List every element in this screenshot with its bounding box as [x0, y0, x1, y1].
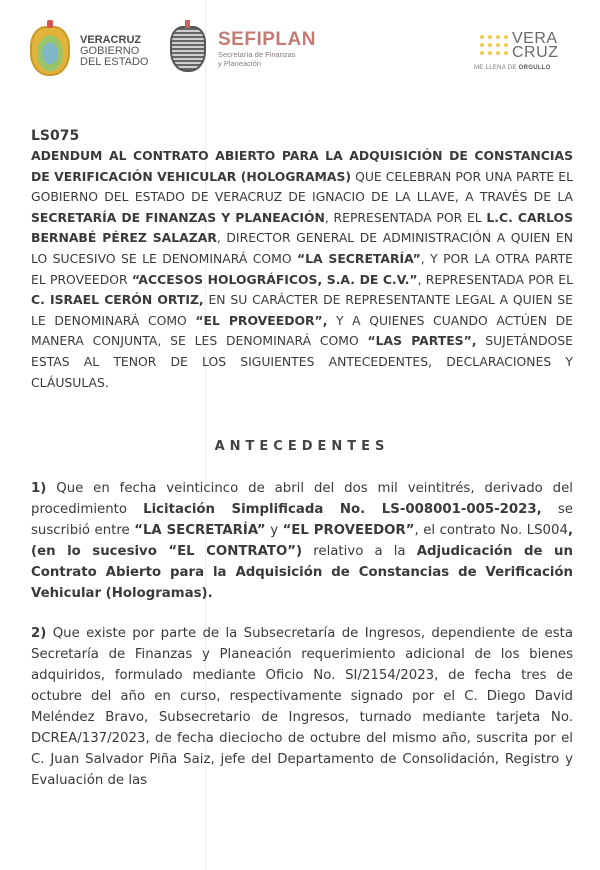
intro-text: EN SU CARÁCTER DE REPRESENTANTE LEGAL A QUIEN SE LE DENOMINARÁ COMO: [31, 292, 573, 328]
item-bold: “EL PROVEEDOR”: [282, 523, 415, 539]
coat-of-arms-icon: [30, 26, 70, 76]
item-text: Que existe por parte de la Subsecretaría de Ingresos, dependiente de esta Secretaría de Finanzas y Planeación requerimiento adicional de los bienes adquiridos, formulado mediante Oficio No. SI/2154/2023, de fecha tres de octubre del año en curso, respectivamente signado por el C. Diego David Meléndez Bravo, Subsecretario de Ingresos, turnado mediante tarjeta No. DCREA/137/2023, de fecha dieciocho de octubre del mismo año, suscrita por el C. Juan Salvador Piña Saiz, jefe del Departamento de Consolidación, Registro y Evaluación de las: [31, 626, 573, 789]
antecedente-2: [31, 623, 573, 791]
item-bold: , (en lo sucesivo “EL CONTRATO”): [31, 523, 573, 560]
veracruz-pattern-icon: [478, 33, 508, 59]
item-text: se suscribió entre: [31, 502, 573, 539]
document-code: LS075: [31, 128, 80, 144]
intro-bold: L.C. CARLOS BERNABÉ PÉREZ SALAZAR: [31, 209, 574, 246]
intro-paragraph: [31, 146, 573, 393]
item-bold: Adjudicación de un Contrato Abierto para la Adquisición de Constancias de Verificación Vehicular (Hologramas).: [31, 544, 573, 602]
logo-sefiplan: [170, 26, 316, 72]
item-text: relativo a la: [302, 544, 417, 560]
intro-text: , REPRESENTADA POR EL: [324, 209, 487, 225]
document-title: ADENDUM AL CONTRATO ABIERTO PARA LA ADQUISICIÓN DE CONSTANCIAS DE VERIFICACIÓN VEHICULAR (HOLOGRAMAS): [31, 148, 573, 184]
document-body: [31, 126, 573, 810]
intro-bold: SECRETARÍA DE FINANZAS Y PLANEACIÓN: [31, 209, 325, 225]
logo-gobierno-line2: GOBIERNO: [80, 44, 140, 57]
item-number: 2): [31, 626, 47, 642]
intro-text: QUE CELEBRAN POR UNA PARTE EL GOBIERNO DEL ESTADO DE VERACRUZ DE IGNACIO DE LA LLAVE, A TRAVÉS DE LA: [31, 168, 573, 205]
veracruz-word-1: VERA: [512, 30, 558, 47]
intro-bold: C. ISRAEL CERÓN ORTIZ,: [31, 292, 204, 308]
logo-gobierno-line1: VERACRUZ: [80, 33, 142, 46]
intro-text: SUJETÁNDOSE ESTAS AL TENOR DE LOS SIGUIENTES ANTECEDENTES, DECLARACIONES Y CLÁUSULAS.: [31, 333, 574, 390]
item-text: Que en fecha veinticinco de abril del dos mil veintitrés, derivado del procedimiento: [31, 481, 573, 518]
sefiplan-title: SEFIPLAN: [218, 29, 316, 50]
sefiplan-shield-icon: [170, 26, 206, 72]
tagline-prefix: ME LLENA DE: [474, 65, 519, 71]
intro-text: , DIRECTOR GENERAL DE ADMINISTRACIÓN A QUIEN EN LO SUCESIVO SE LE DENOMINARÁ COMO: [31, 230, 574, 266]
intro-bold: “EL PROVEEDOR”,: [195, 312, 328, 328]
intro-text: Y A QUIENES CUANDO ACTÚEN DE MANERA CONJUNTA, SE LES DENOMINARÁ COMO: [31, 312, 573, 349]
item-bold: Licitación Simplificada No. LS-008001-005-2023,: [143, 502, 542, 518]
item-bold: “LA SECRETARÍA”: [134, 523, 266, 539]
letterhead: [0, 24, 600, 84]
antecedente-1: [31, 478, 573, 604]
section-heading: ANTECEDENTES: [214, 439, 390, 455]
logo-veracruz-brand: [474, 30, 559, 71]
intro-text: , Y POR LA OTRA PARTE EL PROVEEDOR: [31, 250, 573, 287]
intro-text: , REPRESENTADA POR EL: [417, 271, 573, 287]
intro-bold: “ACCESOS HOLOGRÁFICOS, S.A. DE C.V.”: [131, 271, 418, 287]
logo-gobierno-line3: DEL ESTADO: [80, 55, 149, 68]
tagline-bold: ORGULLO: [518, 65, 551, 71]
veracruz-tagline: [474, 65, 558, 71]
item-number: 1): [31, 481, 47, 497]
item-text: y: [265, 523, 283, 539]
sefiplan-sub1: Secretaría de Finanzas: [218, 50, 296, 59]
intro-bold: “LAS PARTES”,: [367, 333, 477, 349]
veracruz-word-2: CRUZ: [512, 44, 559, 61]
intro-bold: “LA SECRETARÍA”: [297, 250, 421, 266]
item-text: , el contrato No. LS004: [414, 523, 568, 539]
logo-gobierno-veracruz: [30, 26, 148, 76]
sefiplan-sub2: y Planeación: [218, 59, 261, 68]
